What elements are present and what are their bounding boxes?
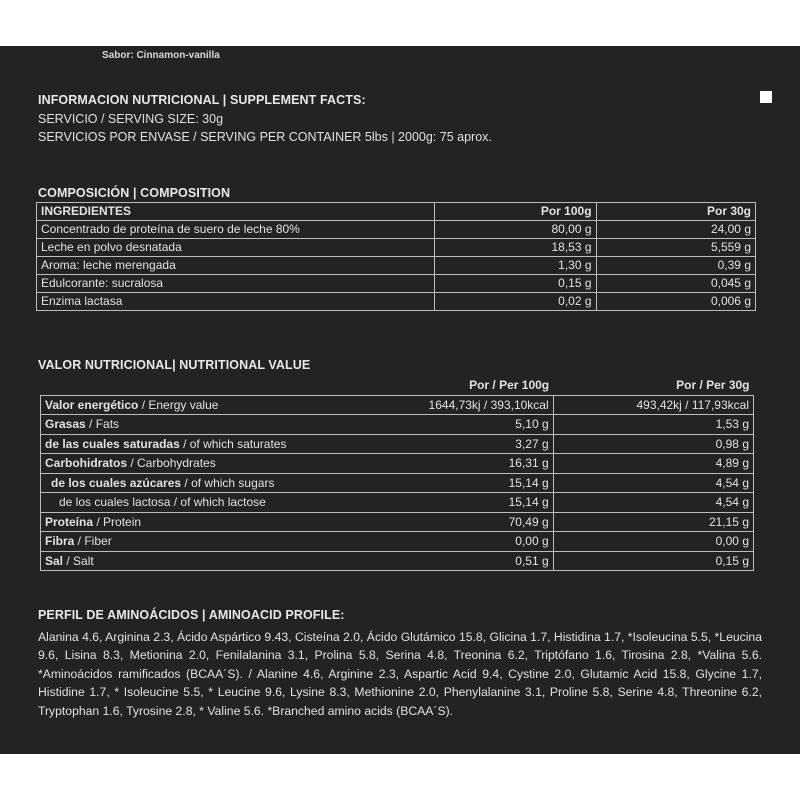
column-header: Por 30g bbox=[596, 203, 755, 221]
per30-value: 5,559 g bbox=[596, 239, 755, 257]
column-header: Por / Per 30g bbox=[676, 378, 750, 393]
per30-value: 0,045 g bbox=[596, 275, 755, 293]
nutrient-name: de los cuales azúcares / of which sugars bbox=[41, 473, 360, 493]
nutrient-name: Carbohidratos / Carbohydrates bbox=[41, 454, 360, 474]
per30-value: 4,54 g bbox=[553, 493, 753, 513]
table-row bbox=[37, 257, 756, 275]
per100-value: 15,14 g bbox=[359, 473, 553, 493]
flavor-label: Sabor: Cinnamon-vanilla bbox=[102, 50, 220, 61]
table-row bbox=[37, 275, 756, 293]
aminoacid-profile-text: Alanina 4.6, Arginina 2.3, Ácido Aspártico 9.43, Cisteína 2.0, Ácido Glutámico 15.8, Glicina 1.7, Histidina 1.7, *Isoleucina 5.5, *Leucina 9.6, Lisina 8.3, Metionina 2.0, Fenilalanina 3.1, Prolina 5.8, Serina 4.8, Treonina 6.2, Triptófano 1.6, Tirosina 2.8, *Valina 5.6. *Aminoácidos ramificados (BCAA´S). / Alanine 4.6, Arginine 2.3, Aspartic Acid 9.4, Cystine 2.0, Glutamic Acid 15.8, Glycine 1.7, Histidine 1.7, * Isoleucine 5.5, * Leucine 9.6, Lysine 8.3, Methionine 2.0, Phenylalanine 3.1, Proline 5.8, Serine 4.8, Threonine 6.2, Tryptophan 1.6, Tyrosine 2.8, * Valine 5.6. *Branched amino acids (BCAA´S). bbox=[38, 630, 762, 718]
table-row bbox=[41, 551, 754, 571]
per100-value: 5,10 g bbox=[359, 415, 553, 435]
per30-value: 0,39 g bbox=[596, 257, 755, 275]
per30-value: 24,00 g bbox=[596, 221, 755, 239]
column-header: INGREDIENTES bbox=[37, 203, 435, 221]
per30-value: 1,53 g bbox=[553, 415, 753, 435]
per100-value: 0,00 g bbox=[359, 532, 553, 552]
table-row bbox=[37, 293, 756, 311]
aminoacid-heading: PERFIL DE AMINOÁCIDOS | AMINOACID PROFILE: bbox=[38, 608, 345, 622]
per100-value: 1644,73kj / 393,10kcal bbox=[359, 395, 553, 415]
nutrient-name: de los cuales lactosa / of which lactose bbox=[41, 493, 360, 513]
per30-value: 21,15 g bbox=[553, 512, 753, 532]
per30-value: 0,15 g bbox=[553, 551, 753, 571]
per30-value: 4,54 g bbox=[553, 473, 753, 493]
servings-per-container: SERVICIOS POR ENVASE / SERVING PER CONTAINER 5lbs | 2000g: 75 aprox. bbox=[38, 130, 492, 144]
table-row bbox=[41, 434, 754, 454]
table-row bbox=[37, 221, 756, 239]
nutrition-table bbox=[40, 376, 754, 571]
table-header-row bbox=[37, 203, 756, 221]
table-row bbox=[41, 532, 754, 552]
ingredient-name: Leche en polvo desnatada bbox=[37, 239, 435, 257]
nutrient-name: Proteína / Protein bbox=[41, 512, 360, 532]
ingredient-name: Edulcorante: sucralosa bbox=[37, 275, 435, 293]
table-row bbox=[41, 454, 754, 474]
checkbox[interactable] bbox=[760, 91, 772, 103]
table-row bbox=[41, 493, 754, 513]
nutrition-label-panel bbox=[0, 46, 800, 754]
table-row bbox=[37, 239, 756, 257]
nutrient-name: Valor energético / Energy value bbox=[41, 395, 360, 415]
serving-size: SERVICIO / SERVING SIZE: 30g bbox=[38, 112, 224, 126]
per100-value: 70,49 g bbox=[359, 512, 553, 532]
per100-value: 80,00 g bbox=[435, 221, 596, 239]
composition-table bbox=[36, 202, 756, 311]
supplement-facts-heading: INFORMACION NUTRICIONAL | SUPPLEMENT FACTS: bbox=[38, 93, 366, 107]
nutrient-name: Sal / Salt bbox=[41, 551, 360, 571]
table-row bbox=[41, 395, 754, 415]
table-row bbox=[41, 415, 754, 435]
per100-value: 0,02 g bbox=[435, 293, 596, 311]
per100-value: 0,15 g bbox=[435, 275, 596, 293]
composition-heading: COMPOSICIÓN | COMPOSITION bbox=[38, 186, 231, 200]
nutrition-heading: VALOR NUTRICIONAL| NUTRITIONAL VALUE bbox=[38, 358, 311, 372]
per100-value: 1,30 g bbox=[435, 257, 596, 275]
per30-value: 0,00 g bbox=[553, 532, 753, 552]
nutrient-name: de las cuales saturadas / of which saturates bbox=[41, 434, 360, 454]
column-header: Por / Per 100g bbox=[469, 378, 550, 393]
table-row bbox=[41, 473, 754, 493]
column-header: Por 100g bbox=[435, 203, 596, 221]
ingredient-name: Enzima lactasa bbox=[37, 293, 435, 311]
per30-value: 493,42kj / 117,93kcal bbox=[553, 395, 753, 415]
per100-value: 15,14 g bbox=[359, 493, 553, 513]
per100-value: 18,53 g bbox=[435, 239, 596, 257]
per30-value: 4,89 g bbox=[553, 454, 753, 474]
per30-value: 0,98 g bbox=[553, 434, 753, 454]
ingredient-name: Concentrado de proteína de suero de leche 80% bbox=[37, 221, 435, 239]
per30-value: 0,006 g bbox=[596, 293, 755, 311]
nutrient-name: Grasas / Fats bbox=[41, 415, 360, 435]
per100-value: 0,51 g bbox=[359, 551, 553, 571]
table-row bbox=[41, 512, 754, 532]
per100-value: 16,31 g bbox=[359, 454, 553, 474]
per100-value: 3,27 g bbox=[359, 434, 553, 454]
ingredient-name: Aroma: leche merengada bbox=[37, 257, 435, 275]
table-header-row bbox=[41, 376, 754, 395]
nutrient-name: Fibra / Fiber bbox=[41, 532, 360, 552]
